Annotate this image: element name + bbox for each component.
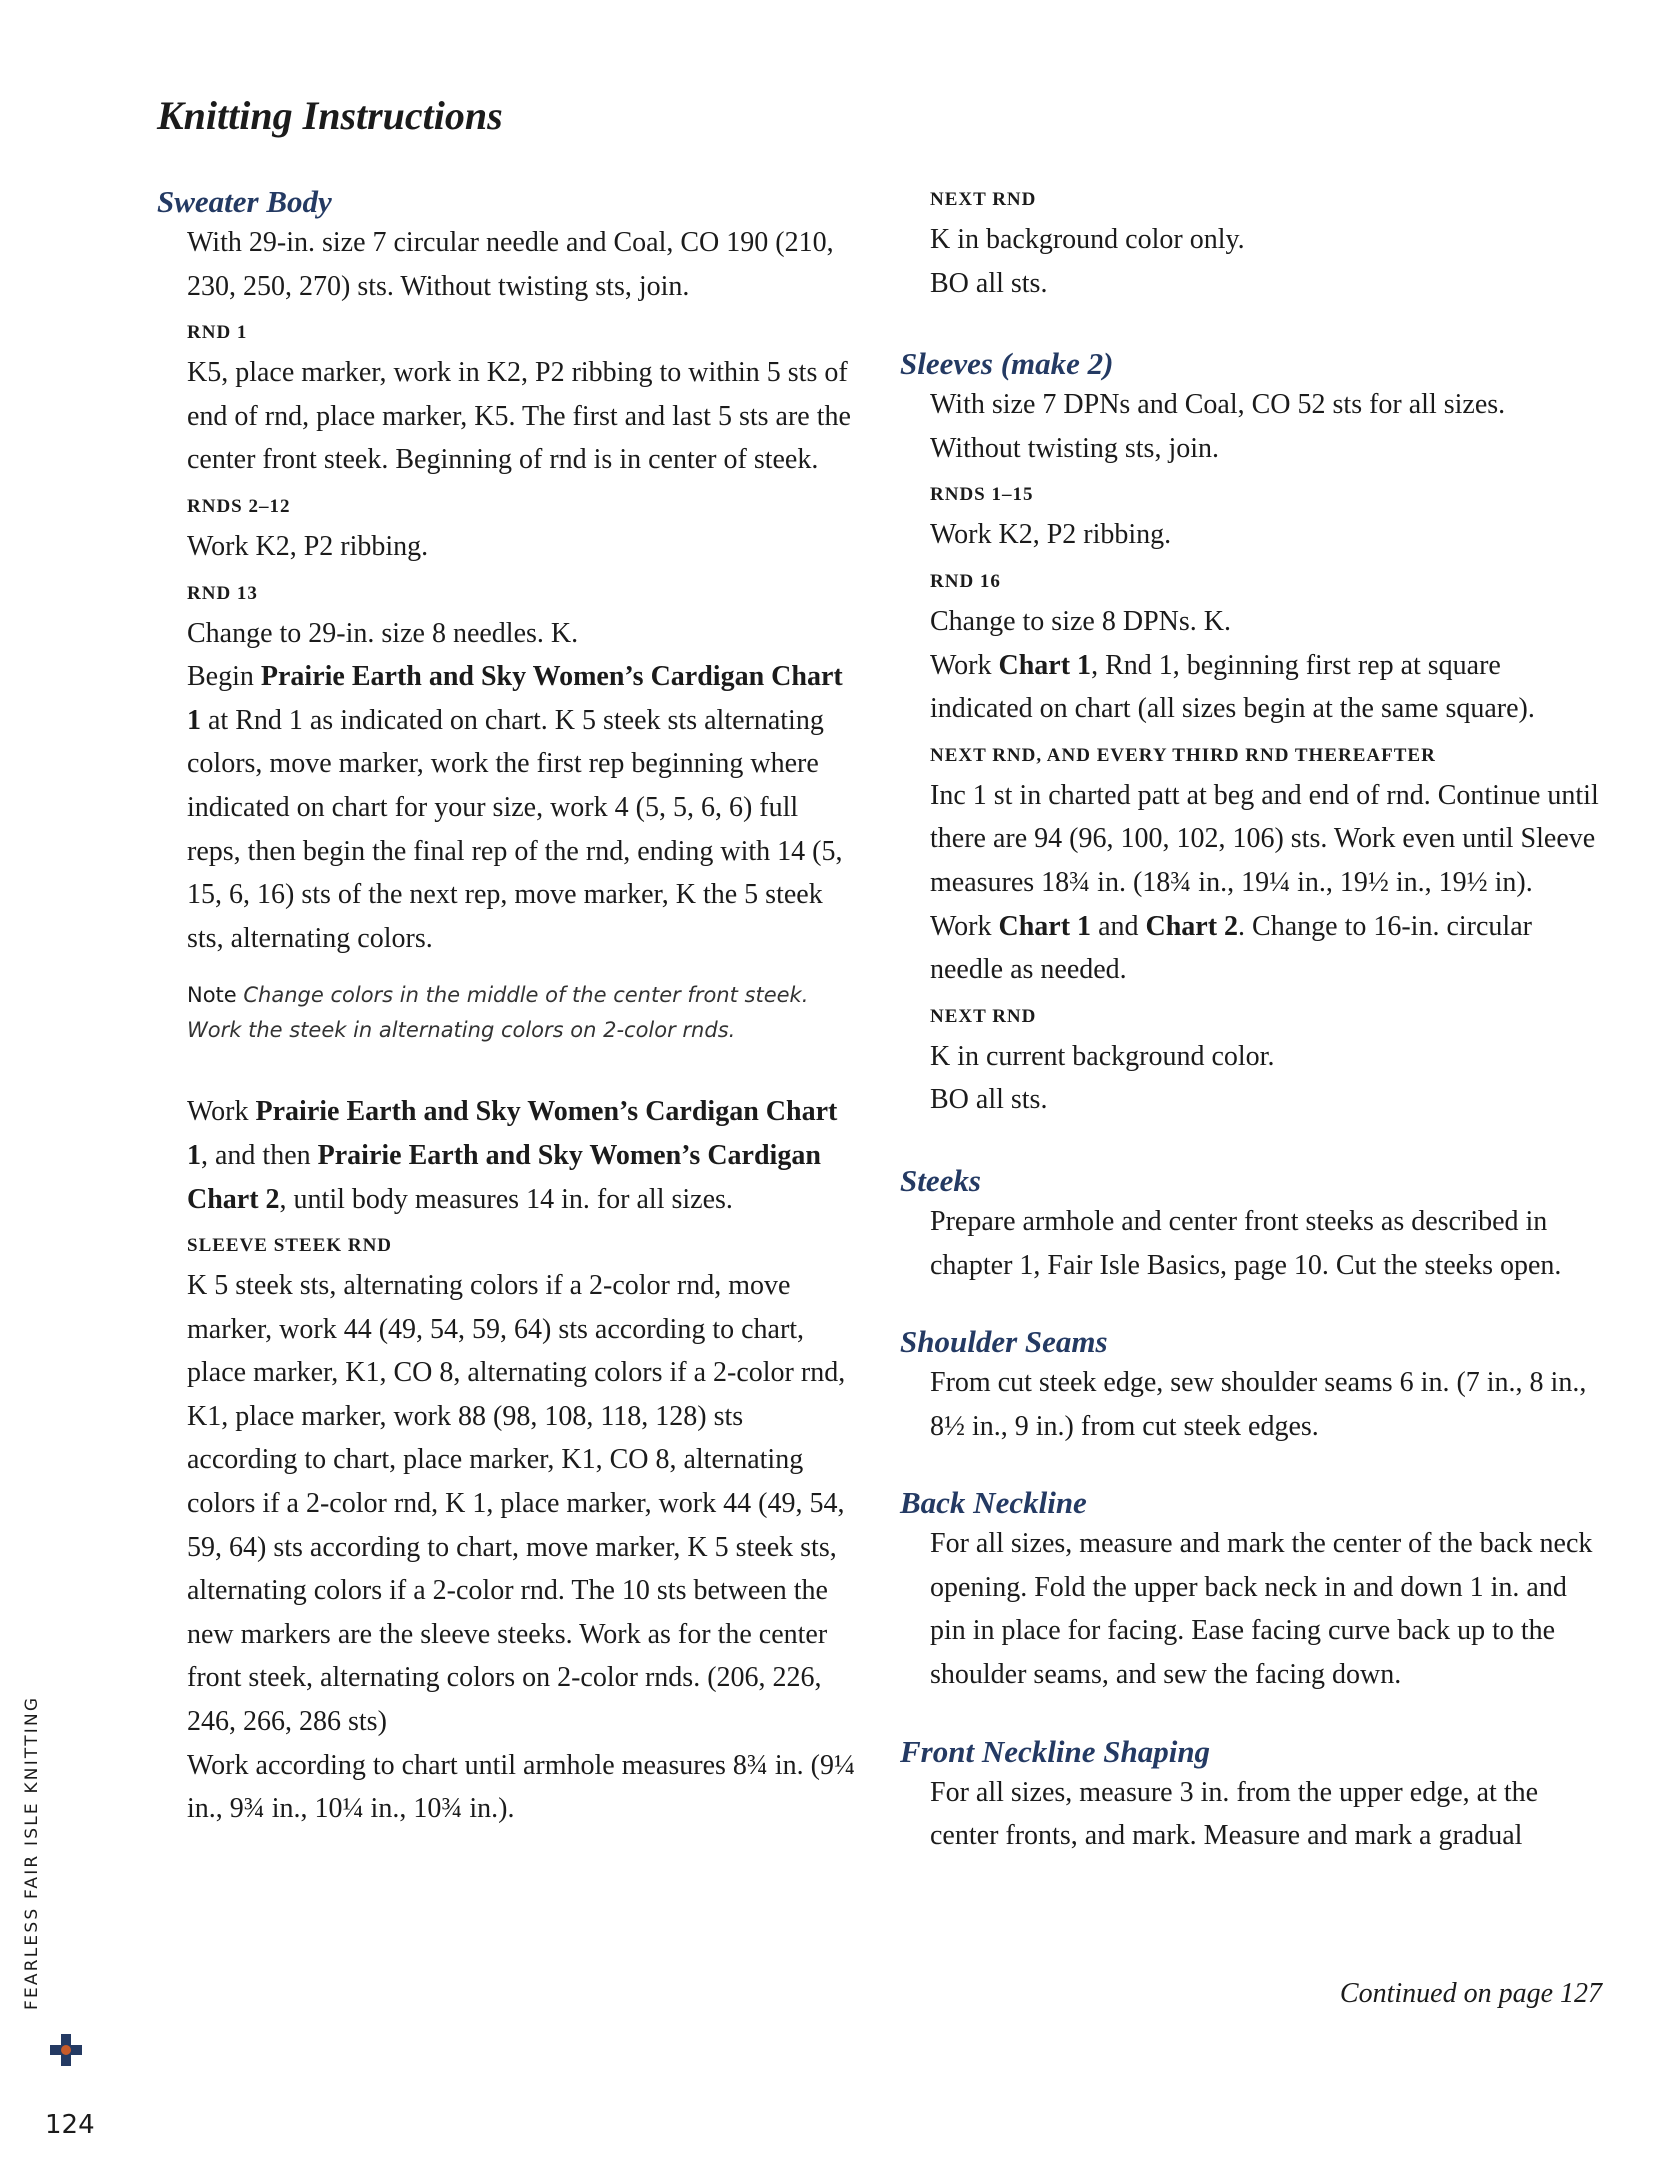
sleeves-block [930, 383, 1600, 1122]
body-finish-block [930, 183, 1600, 305]
armhole-text: Work according to chart until armhole measures 8¾ in. (9¼ in., 9¾ in., 10¼ in., 10¾ in.). [187, 1749, 855, 1825]
rnd-1-text: K5, place marker, work in K2, P2 ribbing to within 5 sts of end of rnd, place marker, K5. The first and last 5 sts are the center front steek. Beginning of rnd is in center of steek. [187, 357, 851, 476]
section-heading-shoulder-seams: Shoulder Seams [900, 1324, 1108, 1360]
rnd-1-label: RND 1 [187, 322, 248, 344]
chart-2-name: Prairie Earth and Sky Women’s Cardigan Chart 2 [187, 1139, 821, 1215]
rnds-1-15-text: Work K2, P2 ribbing. [930, 519, 1172, 551]
sweater-body-block [187, 221, 857, 1831]
inc-text-1: Inc 1 st in charted patt at beg and end of rnd. Continue until there are 94 (96, 100, 102, 106) sts. Work even until Sleeve measures 18¾ in. (18¾ in., 19¼ in., 19½ in., 19½ in). Work [930, 779, 1599, 942]
work-text-3: , until body measures 14 in. for all sizes. [279, 1183, 733, 1215]
begin-text-2: at Rnd 1 as indicated on chart. K 5 steek sts alternating colors, move marker, work the first rep beginning where indicated on chart for your size, work 4 (5, 5, 6, 6) full reps, then begin the final rep of the rnd, ending with 14 (5, 15, 6, 16) sts of the next rep, move marker, K the 5 steek sts, alternating colors. [187, 704, 843, 954]
work-charts-paragraph [187, 1090, 857, 1221]
rnd-16-work-text-1: Work [930, 649, 999, 681]
chart-2-name: Chart 2 [1145, 910, 1239, 942]
steeks-block [930, 1200, 1600, 1287]
page-title: Knitting Instructions [157, 93, 503, 138]
inc-text-2: and [1091, 910, 1146, 942]
color-note [187, 978, 857, 1048]
spacer [900, 1448, 1600, 1484]
rnds-2-12-label: RNDS 2–12 [187, 495, 291, 517]
sleeves-cast-on: With size 7 DPNs and Coal, CO 52 sts for all sizes. Without twisting sts, join. [930, 389, 1506, 464]
section-heading-sweater-body: Sweater Body [157, 184, 332, 219]
sweater-body-cast-on: With 29-in. size 7 circular needle and Coal, CO 190 (210, 230, 250, 270) sts. Without twisting sts, join. [187, 227, 834, 302]
front-neckline-text: For all sizes, measure 3 in. from the upper edge, at the center fronts, and mark. Measure and mark a gradual [930, 1776, 1539, 1852]
note-label: Note [187, 983, 237, 1008]
sleeve-next-rnd-line-1: K in current background color. [930, 1040, 1275, 1072]
shoulder-seams-text: From cut steek edge, sew shoulder seams 6 in. (7 in., 8 in., 8½ in., 9 in.) from cut steek edges. [930, 1367, 1587, 1442]
increase-paragraph [930, 774, 1600, 992]
rnd-16-work [930, 644, 1600, 731]
chart-1-name: Chart 1 [998, 649, 1092, 681]
rnd-13-text: Change to 29-in. size 8 needles. K. [187, 617, 579, 649]
sleeve-next-rnd-line-2: BO all sts. [930, 1084, 1048, 1116]
rnd-16-work-text-2: , Rnd 1, beginning first rep at square indicated on chart (all sizes begin at the same square). [930, 649, 1535, 725]
note-text: Change colors in the middle of the center front steek. Work the steek in alternating colors on 2-color rnds. [187, 983, 809, 1043]
next-rnd-line-1: K in background color only. [930, 224, 1245, 255]
chart-1-name: Prairie Earth and Sky Women’s Cardigan Chart 1 [187, 661, 843, 736]
sleeve-steek-rnd-text: K 5 steek sts, alternating colors if a 2-color rnd, move marker, work 44 (49, 54, 59, 64) sts according to chart, place marker, K1, CO 8, alternating colors if a 2-color rnd, K1, place marker, work 88 (98, 108, 118, 128) sts according to chart, place marker, K1, CO 8, alternating colors if a 2-color rnd, K 1, place marker, work 44 (49, 54, 59, 64) sts according to chart, move marker, K 5 steek sts, alternating colors if a 2-color rnd. The 10 sts between the new markers are the sleeve steeks. Work as for the center front steek, alternating colors on 2-color rnds. (206, 226, 246, 266, 286 sts) [187, 1270, 846, 1738]
next-rnd-label: NEXT RND [930, 189, 1037, 210]
spacer [900, 1697, 1600, 1733]
spacer [900, 1122, 1600, 1162]
back-neckline-block [930, 1522, 1600, 1696]
spacer [900, 305, 1600, 345]
work-text-1: Work [187, 1096, 256, 1128]
begin-chart-1-paragraph [187, 655, 857, 960]
rnds-2-12-text: Work K2, P2 ribbing. [187, 530, 429, 562]
section-heading-back-neckline: Back Neckline [900, 1485, 1087, 1521]
rnds-1-15-label: RNDS 1–15 [930, 484, 1034, 506]
chart-1-name: Chart 1 [998, 910, 1092, 942]
next-rnd-line-2: BO all sts. [930, 267, 1048, 299]
section-heading-front-neckline-shaping: Front Neckline Shaping [900, 1733, 1211, 1769]
inc-text-3: . Change to 16-in. circular needle as needed. [930, 910, 1532, 986]
book-title-side-label: FEARLESS FAIR ISLE KNITTING [22, 1695, 42, 2010]
work-text-2: , and then [201, 1139, 318, 1171]
back-neckline-text: For all sizes, measure and mark the center of the back neck opening. Fold the upper back neck in and down 1 in. and pin in place for facing. Ease facing curve back up to the shoulder seams, and sew the facing down. [930, 1528, 1593, 1691]
front-neckline-block [930, 1771, 1600, 1858]
left-column [157, 183, 857, 1831]
rnd-16-line-1: Change to size 8 DPNs. K. [930, 605, 1231, 637]
chart-1-name: Prairie Earth and Sky Women’s Cardigan Chart 1 [187, 1096, 838, 1171]
section-heading-sleeves: Sleeves (make 2) [900, 346, 1114, 382]
shoulder-seams-block [930, 1361, 1600, 1448]
sleeve-next-rnd-label: NEXT RND [930, 1005, 1037, 1027]
rnd-16-label: RND 16 [930, 570, 1001, 592]
steeks-text: Prepare armhole and center front steeks as described in chapter 1, Fair Isle Basics, page 10. Cut the steeks open. [930, 1205, 1562, 1281]
page-number: 124 [45, 2110, 95, 2140]
sleeve-steek-rnd-label: SLEEVE STEEK RND [187, 1235, 393, 1257]
continued-on-page: Continued on page 127 [1339, 1978, 1602, 2009]
every-third-rnd-label: NEXT RND, AND EVERY THIRD RND THEREAFTER [930, 744, 1436, 766]
rnd-13-label: RND 13 [187, 582, 258, 604]
begin-text-1: Begin [187, 661, 261, 693]
right-column [900, 183, 1600, 1858]
cross-ornament-icon [48, 2032, 84, 2068]
spacer [900, 1287, 1600, 1323]
section-heading-steeks: Steeks [900, 1162, 981, 1198]
